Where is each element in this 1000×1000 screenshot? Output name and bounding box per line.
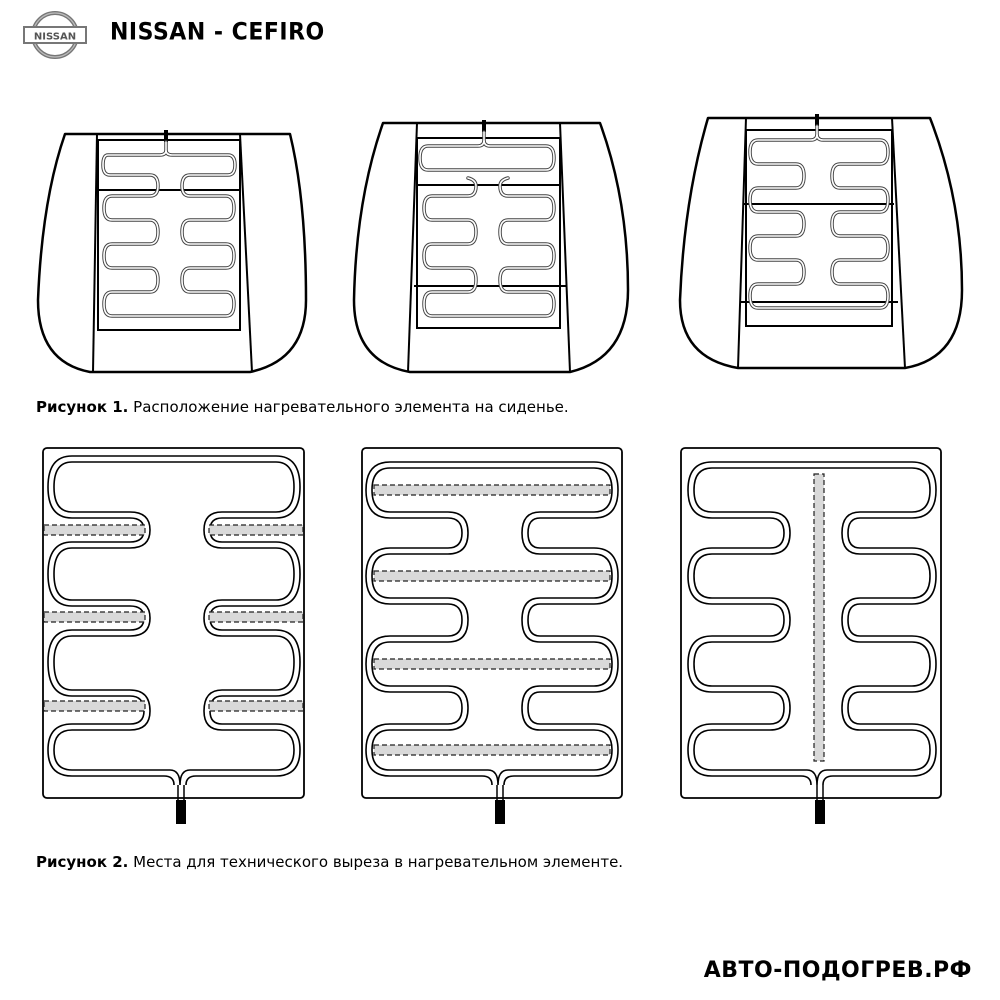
- figure-2-caption: [36, 853, 623, 871]
- cutout-zone: [814, 474, 824, 761]
- cutout-zone: [44, 701, 145, 711]
- cutout-zone: [374, 659, 610, 669]
- cutout-zone: [44, 525, 145, 535]
- seat-2: [354, 120, 628, 372]
- cutout-zone: [209, 701, 303, 711]
- figure-1-caption-label: Рисунок 1.: [36, 398, 129, 416]
- figure-2-heating-elements: [0, 440, 1000, 830]
- cutout-zone: [209, 525, 303, 535]
- figure-2-caption-text: Места для технического выреза в нагревательном элементе.: [128, 853, 624, 871]
- figure-1-caption-text: Расположение нагревательного элемента на сиденье.: [128, 398, 569, 416]
- seat-3: [680, 114, 962, 368]
- page-title: NISSAN - CEFIRO: [110, 18, 325, 47]
- cutout-zone: [374, 745, 610, 755]
- figure-1-seats: [0, 110, 1000, 380]
- figure-2-caption-label: Рисунок 2.: [36, 853, 129, 871]
- cutout-zone: [44, 612, 145, 622]
- logo-text: NISSAN: [33, 31, 77, 43]
- heating-element-1: [43, 448, 304, 824]
- heating-element-2: [362, 448, 622, 824]
- heating-element-3: [681, 448, 941, 824]
- figure-1-caption: [36, 398, 569, 416]
- seat-1: [38, 130, 306, 372]
- site-name: АВТО-ПОДОГРЕВ.РФ: [703, 958, 972, 983]
- cutout-zone: [374, 485, 610, 495]
- nissan-logo: [22, 10, 88, 60]
- cutout-zone: [209, 612, 303, 622]
- cutout-zone: [374, 571, 610, 581]
